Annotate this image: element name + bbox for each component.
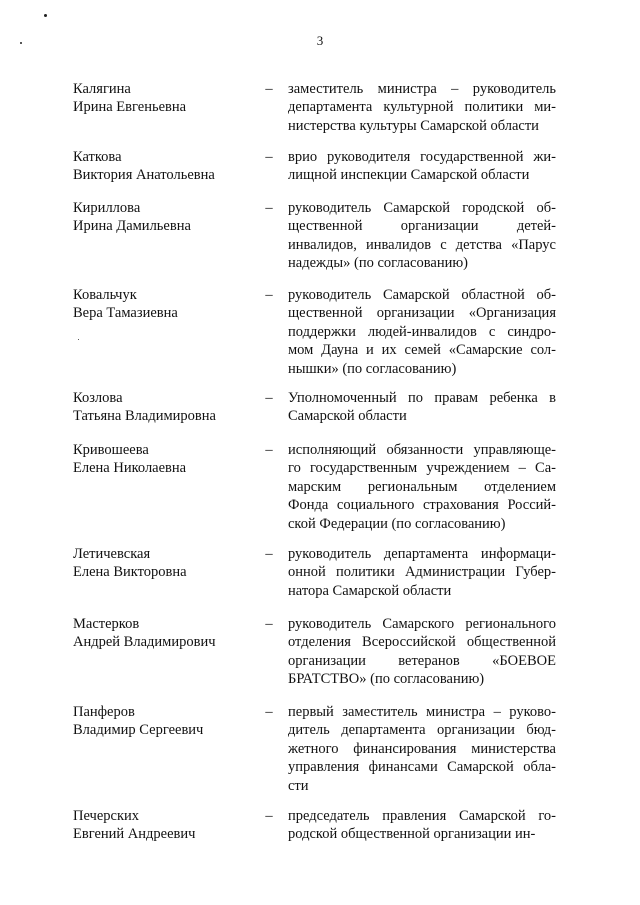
member-name [73, 199, 263, 235]
member-name [73, 703, 263, 739]
role-line: нистерства культуры Самарской области [288, 117, 539, 134]
member-role [288, 441, 556, 533]
member-role [288, 807, 556, 844]
member-role [288, 199, 556, 273]
member-name [73, 148, 263, 184]
member-role [288, 545, 556, 600]
dash-separator: – [265, 704, 273, 720]
role-line: организации ветеранов «БОЕВОЕ [288, 652, 556, 669]
member-given-names: Татьяна Владимировна [73, 408, 216, 424]
member-role [288, 286, 556, 378]
member-given-names: Ирина Дамильевна [73, 218, 191, 234]
role-line: руководитель Самарской городской об- [288, 200, 556, 216]
member-name [73, 286, 263, 322]
member-name [73, 615, 263, 651]
scan-speck [44, 14, 47, 17]
role-line: руководитель Самарской областной об- [288, 287, 556, 303]
role-line: онной политики Администрации Губер- [288, 564, 556, 581]
role-line: заместитель министра – руководитель [288, 81, 556, 97]
scan-speck [78, 339, 79, 340]
dash-separator: – [265, 149, 273, 165]
role-line: департамента культурной политики ми- [288, 99, 556, 116]
role-line: врио руководителя государственной жи- [288, 149, 556, 165]
member-name [73, 807, 263, 843]
member-name [73, 441, 263, 477]
member-name [73, 545, 263, 581]
dash-separator: – [265, 808, 273, 824]
role-line: инвалидов, инвалидов с детства «Парус [288, 236, 556, 253]
role-line: управления финансами Самарской обла- [288, 759, 556, 776]
member-surname: Каткова [73, 149, 122, 165]
role-line: сти [288, 777, 309, 794]
member-role [288, 148, 556, 185]
dash-separator: – [265, 390, 273, 406]
role-line: отделения Всероссийской общественной [288, 634, 556, 651]
role-line: исполняющий обязанности управляюще- [288, 442, 556, 458]
dash-separator: – [265, 546, 273, 562]
member-surname: Козлова [73, 390, 123, 406]
member-given-names: Ирина Евгеньевна [73, 99, 187, 115]
member-name [73, 389, 263, 425]
page-number: 3 [316, 33, 324, 48]
member-name [73, 80, 263, 116]
member-given-names: Вера Тамазиевна [73, 305, 178, 321]
role-line: председатель правления Самарской го- [288, 808, 556, 824]
member-given-names: Владимир Сергеевич [73, 722, 204, 738]
member-surname: Ковальчук [73, 287, 137, 303]
role-line: руководитель департамента информаци- [288, 546, 556, 562]
role-line: жетного финансирования министерства [288, 740, 556, 757]
member-surname: Летичевская [73, 546, 151, 562]
member-surname: Кириллова [73, 200, 141, 216]
member-surname: Панферов [73, 704, 135, 720]
role-line: руководитель Самарского регионального [288, 616, 556, 632]
role-line: БРАТСТВО» (по согласованию) [288, 671, 485, 688]
member-given-names: Андрей Владимирович [73, 634, 216, 650]
member-surname: Печерских [73, 808, 140, 824]
member-given-names: Елена Викторовна [73, 564, 187, 580]
role-line: первый заместитель министра – руково- [288, 704, 556, 720]
role-line: поддержки людей-инвалидов с синдро- [288, 323, 556, 340]
dash-separator: – [265, 616, 273, 632]
role-line: натора Самарской области [288, 582, 452, 599]
role-line: мом Дауна и их семей «Самарские сол- [288, 342, 556, 359]
role-line: щественной организации детей- [288, 218, 556, 235]
dash-separator: – [265, 81, 273, 97]
dash-separator: – [265, 200, 273, 216]
role-line: марским региональным отделением [288, 478, 556, 495]
member-surname: Мастерков [73, 616, 140, 632]
member-role [288, 703, 556, 795]
member-role [288, 615, 556, 689]
role-line: ской Федерации (по согласованию) [288, 515, 506, 532]
role-line: Самарской области [288, 408, 407, 425]
role-line: го государственным учреждением – Са- [288, 460, 556, 477]
role-line: Уполномоченный по правам ребенка в [288, 390, 556, 406]
member-role [288, 389, 556, 426]
member-given-names: Елена Николаевна [73, 460, 187, 476]
role-line: Фонда социального страхования Россий- [288, 497, 556, 514]
member-role [288, 80, 556, 135]
role-line: нышки» (по согласованию) [288, 360, 457, 377]
member-given-names: Евгений Андреевич [73, 826, 196, 842]
role-line: дитель департамента организации бюд- [288, 722, 556, 739]
role-line: родской общественной организации ин- [288, 826, 536, 843]
role-line: надежды» (по согласованию) [288, 255, 469, 272]
member-surname: Калягина [73, 81, 131, 97]
role-line: щественной организации «Организация [288, 305, 556, 322]
member-given-names: Виктория Анатольевна [73, 167, 215, 183]
dash-separator: – [265, 287, 273, 303]
member-surname: Кривошеева [73, 442, 149, 458]
role-line: лищной инспекции Самарской области [288, 167, 530, 184]
dash-separator: – [265, 442, 273, 458]
